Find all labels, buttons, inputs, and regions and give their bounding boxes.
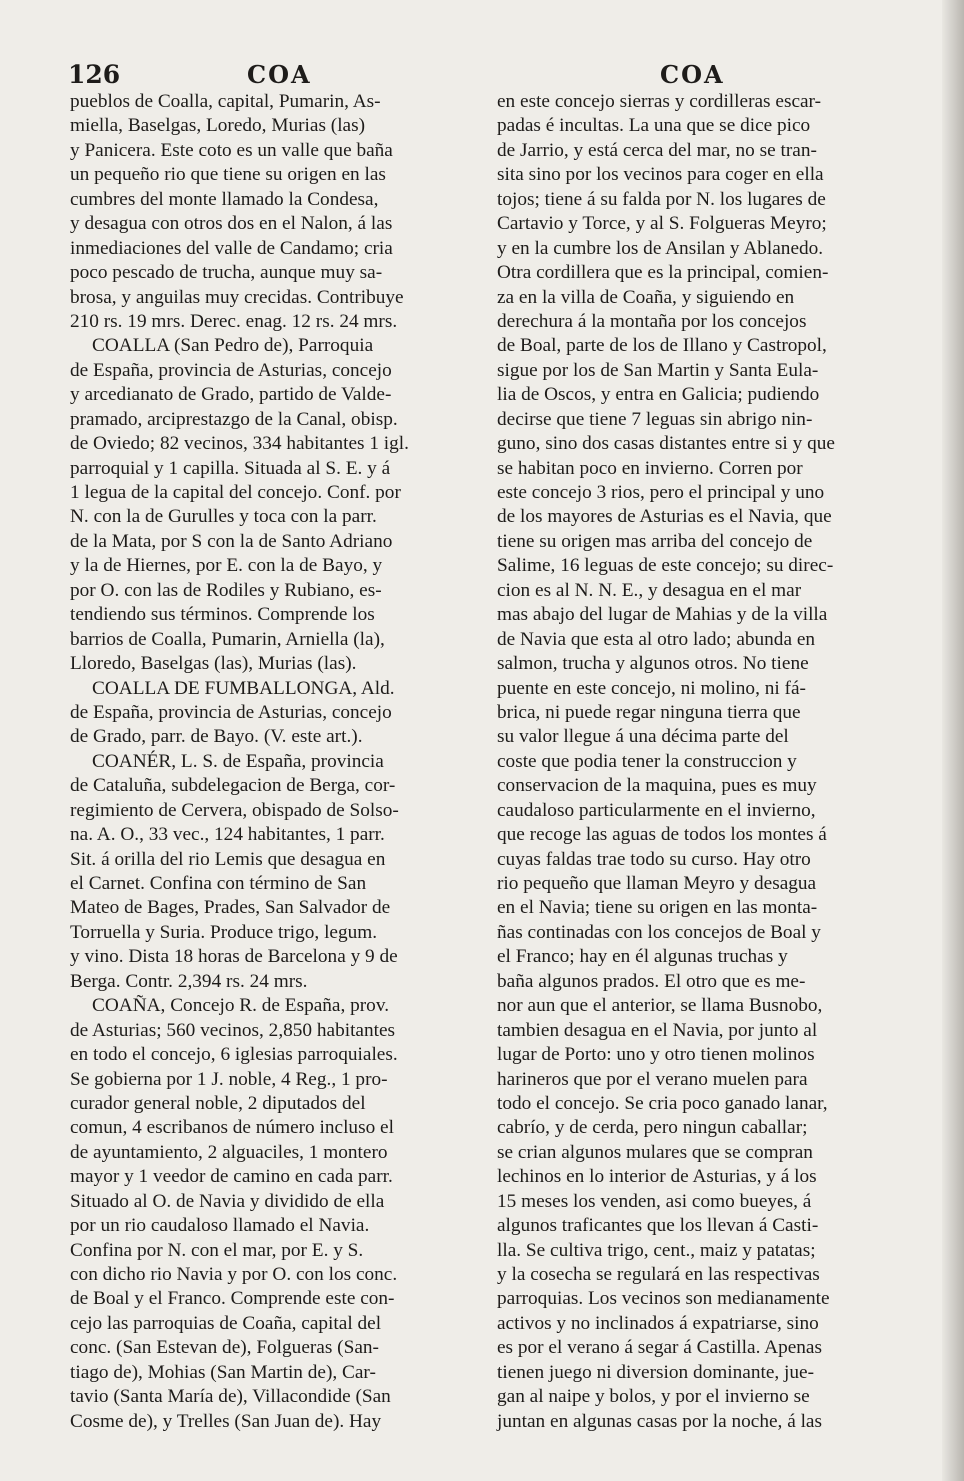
text-line: tendiendo sus términos. Comprende los: [70, 604, 375, 626]
text-line: N. con la de Gurulles y toca con la parr.: [70, 506, 377, 528]
text-line: mayor y 1 veedor de camino en cada parr.: [70, 1166, 393, 1188]
text-line: Torruella y Suria. Produce trigo, legum.: [70, 921, 378, 943]
text-line: Cartavio y Torce, y al S. Folgueras Meyro;: [497, 213, 827, 235]
text-line: curador general noble, 2 diputados del: [70, 1092, 366, 1114]
text-line: gan al naipe y bolos, y por el invierno se: [497, 1386, 810, 1408]
right-column: [497, 90, 891, 1434]
text-line: lla. Se cultiva trigo, cent., maiz y patatas;: [497, 1239, 816, 1261]
text-line: y la de Hiernes, por E. con la de Bayo, y: [70, 555, 383, 577]
text-line: Confina por N. con el mar, por E. y S.: [70, 1239, 364, 1261]
text-line: salmon, trucha y algunos otros. No tiene: [497, 653, 809, 675]
text-line: de Grado, parr. de Bayo. (V. este art.).: [70, 726, 363, 748]
text-line: se habitan poco en invierno. Corren por: [497, 457, 803, 479]
text-line: es por el verano á segar á Castilla. Apenas: [497, 1337, 822, 1359]
text-line: en el Navia; tiene su origen en las monta-: [497, 897, 818, 919]
text-line: lugar de Porto: uno y otro tienen molinos: [497, 1044, 815, 1066]
page-gutter-shadow: [942, 0, 964, 1481]
text-line: y vino. Dista 18 horas de Barcelona y 9 de: [70, 946, 398, 968]
text-line: decirse que tiene 7 leguas sin abrigo nin-: [497, 408, 813, 430]
text-line: cabrío, y de cerda, pero ningun caballar;: [497, 1117, 808, 1139]
text-line: 15 meses los venden, asi como bueyes, á: [497, 1190, 812, 1212]
text-line: COAÑA, Concejo R. de España, prov.: [92, 995, 390, 1017]
text-line: coste que podia tener la construccion y: [497, 750, 797, 772]
text-line: de ayuntamiento, 2 alguaciles, 1 montero: [70, 1141, 388, 1163]
text-line: algunos traficantes que los llevan á Casti-: [497, 1215, 819, 1237]
text-line: lechinos en lo interior de Asturias, y á los: [497, 1166, 817, 1188]
text-line: con dicho rio Navia y por O. con los conc.: [70, 1264, 398, 1285]
text-line: de Jarrio, y está cerca del mar, no se tran-: [497, 139, 817, 161]
text-line: Berga. Contr. 2,394 rs. 24 mrs.: [70, 970, 308, 992]
text-line: y desagua con otros dos en el Nalon, á las: [70, 213, 393, 235]
text-line: el Carnet. Confina con término de San: [70, 873, 367, 894]
text-line: padas é incultas. La una que se dice pico: [497, 115, 811, 137]
text-line: todo el concejo. Se cria poco ganado lanar,: [497, 1092, 828, 1114]
running-head-left: COA: [247, 60, 312, 89]
text-line: Se gobierna por 1 J. noble, 4 Reg., 1 pro-: [70, 1068, 388, 1090]
text-line: tojos; tiene á su falda por N. los lugares de: [497, 188, 826, 210]
text-line: rio pequeño que llaman Meyro y desagua: [497, 873, 817, 894]
text-line: brica, ni puede regar ninguna tierra que: [497, 701, 801, 723]
text-line: baña algunos prados. El otro que es me-: [497, 970, 806, 992]
text-line: parroquial y 1 capilla. Situada al S. E. y á: [70, 457, 391, 479]
text-line: poco pescado de trucha, aunque muy sa-: [70, 262, 383, 284]
text-line: nor aun que el anterior, se llama Busnobo,: [497, 995, 823, 1017]
text-line: 1 legua de la capital del concejo. Conf. por: [70, 482, 401, 503]
text-line: tiene su origen mas arriba del concejo de: [497, 530, 813, 552]
text-line: Sit. á orilla del rio Lemis que desagua en: [70, 848, 386, 870]
text-line: el Franco; hay en él algunas truchas y: [497, 946, 788, 968]
text-line: sigue por los de San Martin y Santa Eula-: [497, 359, 819, 381]
text-line: y la cosecha se regulará en las respectivas: [497, 1264, 820, 1285]
text-line: Situado al O. de Navia y dividido de ella: [70, 1190, 385, 1212]
text-line: pueblos de Coalla, capital, Pumarin, As-: [70, 91, 381, 112]
text-line: un pequeño rio que tiene su origen en las: [70, 164, 386, 186]
text-line: tienen juego ni diversion dominante, jue-: [497, 1361, 814, 1383]
text-line: regimiento de Cervera, obispado de Solso-: [70, 799, 399, 821]
text-line: Salime, 16 leguas de este concejo; su direc-: [497, 555, 834, 577]
text-line: cejo las parroquias de Coaña, capital del: [70, 1312, 382, 1334]
text-line: pramado, arciprestazgo de la Canal, obisp.: [70, 408, 398, 430]
text-line: y en la cumbre los de Ansilan y Ablanedo.: [497, 237, 824, 259]
text-line: COALLA (San Pedro de), Parroquia: [92, 335, 374, 357]
text-line: juntan en algunas casas por la noche, á las: [497, 1410, 822, 1432]
text-line: Cosme de), y Trelles (San Juan de). Hay: [70, 1410, 382, 1432]
text-line: caudaloso particularmente en el invierno,: [497, 799, 816, 821]
text-line: puente en este concejo, ni molino, ni fá-: [497, 677, 806, 699]
text-line: COANÉR, L. S. de España, provincia: [92, 750, 384, 772]
text-line: activos y no inclinados á expatriarse, sino: [497, 1312, 819, 1334]
text-line: inmediaciones del valle de Candamo; cria: [70, 237, 393, 259]
text-line: derechura á la montaña por los concejos: [497, 310, 807, 332]
text-line: y Panicera. Este coto es un valle que baña: [70, 139, 393, 161]
text-line: de la Mata, por S con la de Santo Adriano: [70, 530, 393, 552]
text-line: conservacion de la maquina, pues es muy: [497, 775, 817, 797]
left-column: [70, 90, 488, 1434]
text-line: en todo el concejo, 6 iglesias parroquiales.: [70, 1044, 398, 1066]
text-line: tavio (Santa María de), Villacondide (San: [70, 1386, 391, 1408]
text-line: tambien desagua en el Navia, por junto al: [497, 1019, 818, 1041]
text-line: Lloredo, Baselgas (las), Murias (las).: [70, 653, 357, 675]
text-line: de Oviedo; 82 vecinos, 334 habitantes 1 igl.: [70, 433, 409, 455]
text-line: conc. (San Estevan de), Folgueras (San-: [70, 1337, 379, 1359]
text-line: ñas continadas con los concejos de Boal y: [497, 921, 821, 943]
page-number: 126: [68, 60, 121, 89]
text-line: za en la villa de Coaña, y siguiendo en: [497, 286, 795, 308]
text-line: se crian algunos mulares que se compran: [497, 1141, 813, 1163]
text-line: 210 rs. 19 mrs. Derec. enag. 12 rs. 24 mrs.: [70, 310, 398, 332]
text-line: su valor llegue á una décima parte del: [497, 726, 789, 748]
text-line: por un rio caudaloso llamado el Navia.: [70, 1215, 370, 1237]
text-line: Otra cordillera que es la principal, comien-: [497, 262, 829, 284]
text-line: guno, sino dos casas distantes entre si y que: [497, 433, 835, 455]
text-line: cuyas faldas trae todo su curso. Hay otro: [497, 848, 811, 870]
text-line: barrios de Coalla, Pumarin, Arniella (la),: [70, 628, 385, 650]
text-line: cion es al N. N. E., y desagua en el mar: [497, 579, 802, 601]
text-line: de Cataluña, subdelegacion de Berga, cor-: [70, 775, 396, 797]
text-line: comun, 4 escribanos de número incluso el: [70, 1117, 394, 1139]
text-line: Mateo de Bages, Prades, San Salvador de: [70, 897, 391, 919]
text-line: lia de Oscos, y entra en Galicia; pudiendo: [497, 384, 820, 406]
text-line: parroquias. Los vecinos son medianamente: [497, 1288, 830, 1310]
text-line: na. A. O., 33 vec., 124 habitantes, 1 parr.: [70, 824, 385, 846]
text-line: mas abajo del lugar de Mahias y de la villa: [497, 604, 828, 626]
text-line: harineros que por el verano muelen para: [497, 1068, 808, 1090]
text-line: en este concejo sierras y cordilleras escar-: [497, 91, 822, 112]
text-line: de España, provincia de Asturias, concejo: [70, 359, 392, 381]
text-line: tiago de), Mohias (San Martin de), Car-: [70, 1361, 376, 1383]
text-line: COALLA DE FUMBALLONGA, Ald.: [92, 677, 395, 699]
text-line: brosa, y anguilas muy crecidas. Contribuye: [70, 286, 404, 308]
text-line: miella, Baselgas, Loredo, Murias (las): [70, 115, 366, 137]
text-line: este concejo 3 rios, pero el principal y uno: [497, 482, 825, 503]
text-line: de Boal y el Franco. Comprende este con-: [70, 1288, 395, 1310]
page-header: [0, 60, 964, 92]
text-line: por O. con las de Rodiles y Rubiano, es-: [70, 579, 382, 601]
text-line: cumbres del monte llamado la Condesa,: [70, 188, 379, 210]
text-line: de los mayores de Asturias es el Navia, que: [497, 506, 832, 528]
text-line: de Asturias; 560 vecinos, 2,850 habitantes: [70, 1019, 396, 1041]
text-line: de Boal, parte de los de Illano y Castropol,: [497, 335, 827, 357]
running-head-right: COA: [660, 60, 725, 89]
text-line: que recoge las aguas de todos los montes á: [497, 824, 827, 846]
text-line: de Navia que esta al otro lado; abunda en: [497, 628, 816, 650]
text-line: sita sino por los vecinos para coger en ella: [497, 164, 824, 186]
text-line: y arcedianato de Grado, partido de Valde-: [70, 384, 392, 406]
text-line: de España, provincia de Asturias, concejo: [70, 701, 392, 723]
